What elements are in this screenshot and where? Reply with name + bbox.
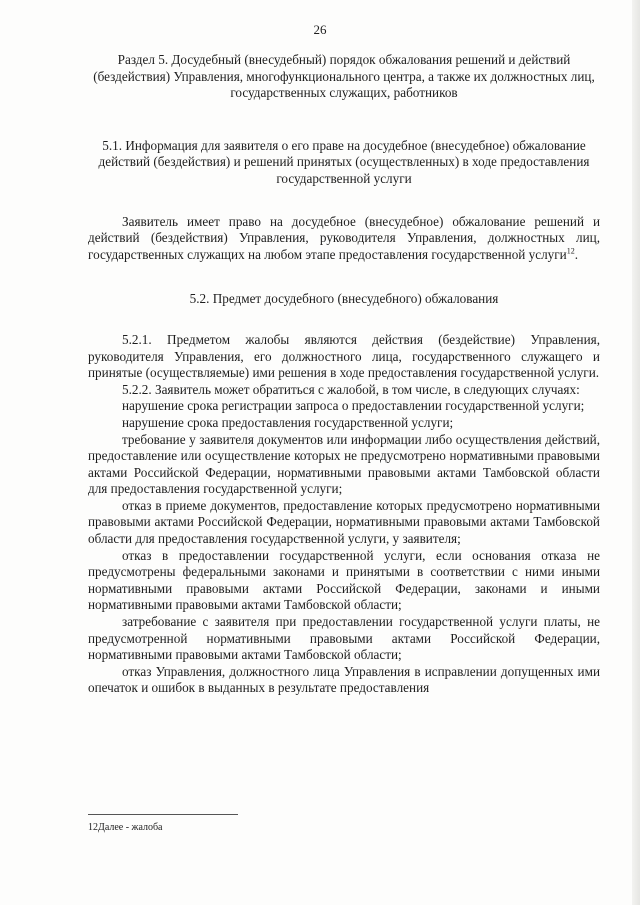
- paragraph: 5.2.1. Предметом жалобы являются действия (бездействие) Управления, руководителя Управления, его должностного лица, государственного служащего и принятые (осуществляемые) ими решения в ходе предоставления государственной услуги.: [88, 331, 600, 381]
- paragraph: нарушение срока регистрации запроса о предоставлении государственной услуги;: [122, 398, 585, 414]
- footnote-divider: [88, 814, 238, 815]
- subsection-5-1-text: Заявитель имеет право на досудебное (внесудебное) обжалование решений и действий (бездействия) Управления, руководителя Управления, должностных лиц, государственных служащих на любом этапе предоставления государственной услуги$^{12}$.: [88, 213, 600, 262]
- paragraph: требование у заявителя документов или информации либо осуществления действий, предоставление или осуществление которых не предусмотрено нормативными правовыми актами Российской Федерации, нормативными правовыми актами Тамбовской области для предоставления государственной услуги;: [88, 431, 600, 497]
- paragraph: отказ в предоставлении государственной услуги, если основания отказа не предусмотрены федеральными законами и принятыми в соответствии с ними иными нормативными правовыми актами Российской Федерации, законами и иными нормативными правовыми актами Тамбовской области;: [88, 547, 600, 613]
- footnote: 12Далее - жалоба: [88, 822, 163, 833]
- section-title: Раздел 5. Досудебный (внесудебный) порядок обжалования решений и действий (бездействия) Управления, многофункционального центра, а также их должностных лиц, государственных служащих, работников: [93, 52, 595, 101]
- paragraph: отказ в приеме документов, предоставление которых предусмотрено нормативными правовыми актами Российской Федерации, нормативными правовыми актами Тамбовской области для предоставления государственной услуги, у заявителя;: [88, 497, 600, 547]
- scan-edge-shadow: [632, 0, 640, 905]
- paragraph: затребование с заявителя при предоставлении государственной услуги платы, не предусмотренной нормативными правовыми актами Российской Федерации, нормативными правовыми актами Тамбовской области;: [88, 614, 600, 663]
- document-body: [88, 38, 600, 697]
- paragraph: нарушение срока предоставления государственной услуги;: [122, 414, 454, 430]
- page-number: 26: [313, 22, 327, 37]
- subsection-5-2-title: 5.2. Предмет досудебного (внесудебного) обжалования: [189, 291, 499, 307]
- footnote-ref: 12: [566, 246, 575, 256]
- subsection-5-1-title: 5.1. Информация для заявителя о его праве на досудебное (внесудебное) обжалование действий (бездействия) и решений принятых (осуществленных) в ходе предоставления государственной услуги: [98, 137, 590, 186]
- paragraph: отказ Управления, должностного лица Управления в исправлении допущенных ими опечаток и ошибок в выданных в результате предоставления: [88, 663, 600, 696]
- paragraph: 5.2.2. Заявитель может обратиться с жалобой, в том числе, в следующих случаях:: [122, 381, 580, 397]
